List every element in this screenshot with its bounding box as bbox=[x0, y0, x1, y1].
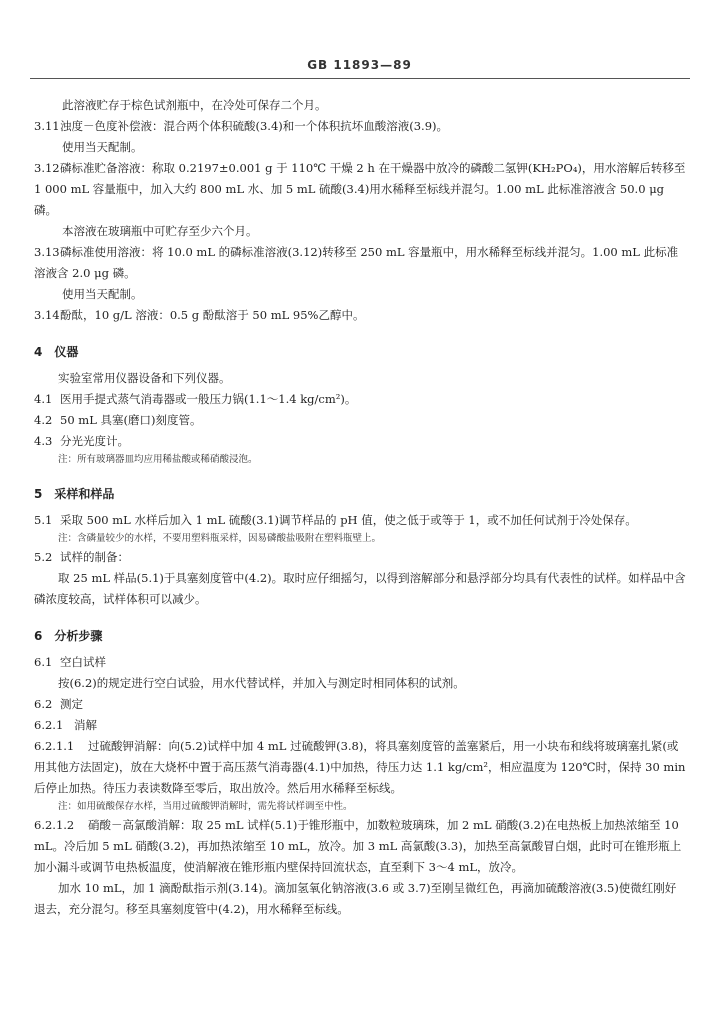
document-body bbox=[34, 95, 686, 920]
clause-4-3 bbox=[34, 431, 686, 452]
clause-4-2 bbox=[34, 410, 686, 431]
paragraph: 加水 10 mL，加 1 滴酚酞指示剂(3.14)。滴加氢氧化钠溶液(3.6 或 3.7)至刚呈微红色，再滴加硫酸溶液(3.5)使微红刚好退去，充分混匀。移至具塞刻度管中(4.2)，用水稀释至标线。 bbox=[34, 881, 677, 916]
clause-number: 6.2.1.2 bbox=[34, 818, 75, 832]
clause-6-1 bbox=[34, 652, 686, 673]
paragraph: 本溶液在玻璃瓶中可贮存至少六个月。 bbox=[62, 224, 258, 238]
standard-code-header: GB 11893—89 bbox=[307, 58, 412, 72]
clause-number: 3.11 bbox=[34, 119, 60, 133]
paragraph: 实验室常用仪器设备和下列仪器。 bbox=[58, 371, 231, 385]
clause-number: 3.13 bbox=[34, 245, 60, 259]
clause-number: 4.1 bbox=[34, 392, 53, 406]
clause-text: 空白试样 bbox=[60, 655, 106, 669]
clause-text: 采取 500 mL 水样后加入 1 mL 硫酸(3.1)调节样品的 pH 值，使之低于或等于 1，或不加任何试剂于冷处保存。 bbox=[60, 513, 637, 527]
clause-number: 5.1 bbox=[34, 513, 53, 527]
paragraph: 使用当天配制。 bbox=[62, 287, 143, 301]
clause-text: 磷标准使用溶液：将 10.0 mL 的磷标准溶液(3.12)转移至 250 mL 容量瓶中，用水稀释至标线并混匀。1.00 mL 此标准溶液含 2.0 μg 磷。 bbox=[34, 245, 679, 280]
paragraph: 取 25 mL 样品(5.1)于具塞刻度管中(4.2)。取时应仔细摇匀，以得到溶解部分和悬浮部分均具有代表性的试样。如样品中含磷浓度较高，试样体积可以减少。 bbox=[34, 571, 686, 606]
clause-text: 测定 bbox=[60, 697, 83, 711]
paragraph: 使用当天配制。 bbox=[62, 140, 143, 154]
clause-text: 酚酞，10 g/L 溶液：0.5 g 酚酞溶于 50 mL 95%乙醇中。 bbox=[60, 308, 365, 322]
clause-number: 3.14 bbox=[34, 308, 60, 322]
clause-text: 过硫酸钾消解：向(5.2)试样中加 4 mL 过硫酸钾(3.8)，将具塞刻度管的盖塞紧后，用一小块布和线将玻璃塞扎紧(或用其他方法固定)，放在大烧杯中置于高压蒸气消毒器(4.1)中加热，待压力达 1.1 kg/cm²，相应温度为 120℃时，保持 30 min 后停止加热。待压力表读数降至零后，取出放冷。然后用水稀释至标线。 bbox=[34, 739, 686, 795]
paragraph: 按(6.2)的规定进行空白试验，用水代替试样，并加入与测定时相同体积的试剂。 bbox=[58, 676, 465, 690]
clause-5-2 bbox=[34, 547, 686, 568]
section-heading-4: 4 仪器 bbox=[34, 345, 79, 359]
clause-text: 硝酸－高氯酸消解：取 25 mL 试样(5.1)于锥形瓶中，加数粒玻璃珠，加 2 mL 硝酸(3.2)在电热板上加热浓缩至 10 mL。冷后加 5 mL 硝酸(3.2)，再加热浓缩至 10 mL，放冷。加 3 mL 高氯酸(3.3)，加热至高氯酸冒白烟，此时可在锥形瓶上加小漏斗或调节电热板温度，使消解液在锥形瓶内壁保持回流状态，直至剩下 3～4 mL，放冷。 bbox=[34, 818, 682, 874]
clause-text: 浊度－色度补偿液：混合两个体积硫酸(3.4)和一个体积抗坏血酸溶液(3.9)。 bbox=[60, 119, 449, 133]
clause-4-1 bbox=[34, 389, 686, 410]
clause-number: 5.2 bbox=[34, 550, 53, 564]
section-heading-6: 6 分析步骤 bbox=[34, 629, 103, 643]
clause-text: 消解 bbox=[74, 718, 97, 732]
clause-number: 3.12 bbox=[34, 161, 60, 175]
note: 注：所有玻璃器皿均应用稀盐酸或稀硝酸浸泡。 bbox=[58, 454, 258, 465]
clause-6-2-1-2 bbox=[34, 815, 686, 878]
clause-text: 试样的制备： bbox=[60, 550, 129, 564]
clause-text: 分光光度计。 bbox=[60, 434, 129, 448]
clause-3-11 bbox=[34, 116, 686, 137]
clause-number: 6.2 bbox=[34, 697, 53, 711]
note: 注：含磷量较少的水样，不要用塑料瓶采样，因易磷酸盐吸附在塑料瓶壁上。 bbox=[58, 533, 382, 544]
clause-5-1 bbox=[34, 510, 686, 531]
clause-3-14 bbox=[34, 305, 686, 326]
section-heading-5: 5 采样和样品 bbox=[34, 487, 115, 501]
note: 注：如用硫酸保存水样，当用过硫酸钾消解时，需先将试样调至中性。 bbox=[58, 801, 353, 812]
clause-3-12 bbox=[34, 158, 686, 221]
clause-6-2 bbox=[34, 694, 686, 715]
clause-number: 6.2.1 bbox=[34, 718, 64, 732]
clause-6-2-1 bbox=[34, 715, 686, 736]
paragraph: 此溶液贮存于棕色试剂瓶中，在冷处可保存二个月。 bbox=[62, 98, 327, 112]
clause-text: 50 mL 具塞(磨口)刻度管。 bbox=[60, 413, 202, 427]
clause-number: 6.1 bbox=[34, 655, 53, 669]
clause-6-2-1-1 bbox=[34, 736, 686, 799]
clause-number: 4.2 bbox=[34, 413, 53, 427]
clause-number: 4.3 bbox=[34, 434, 53, 448]
clause-number: 6.2.1.1 bbox=[34, 739, 75, 753]
clause-text: 磷标准贮备溶液：称取 0.2197±0.001 g 于 110℃ 干燥 2 h 在干燥器中放冷的磷酸二氢钾(KH₂PO₄)，用水溶解后转移至 1 000 mL 容量瓶中，加入大约 800 mL 水、加 5 mL 硫酸(3.4)用水稀释至标线并混匀。1.00 mL 此标准溶液含 50.0 μg 磷。 bbox=[34, 161, 686, 217]
clause-3-13 bbox=[34, 242, 686, 284]
header-rule bbox=[30, 78, 690, 79]
clause-text: 医用手提式蒸气消毒器或一般压力锅(1.1～1.4 kg/cm²)。 bbox=[60, 392, 357, 406]
